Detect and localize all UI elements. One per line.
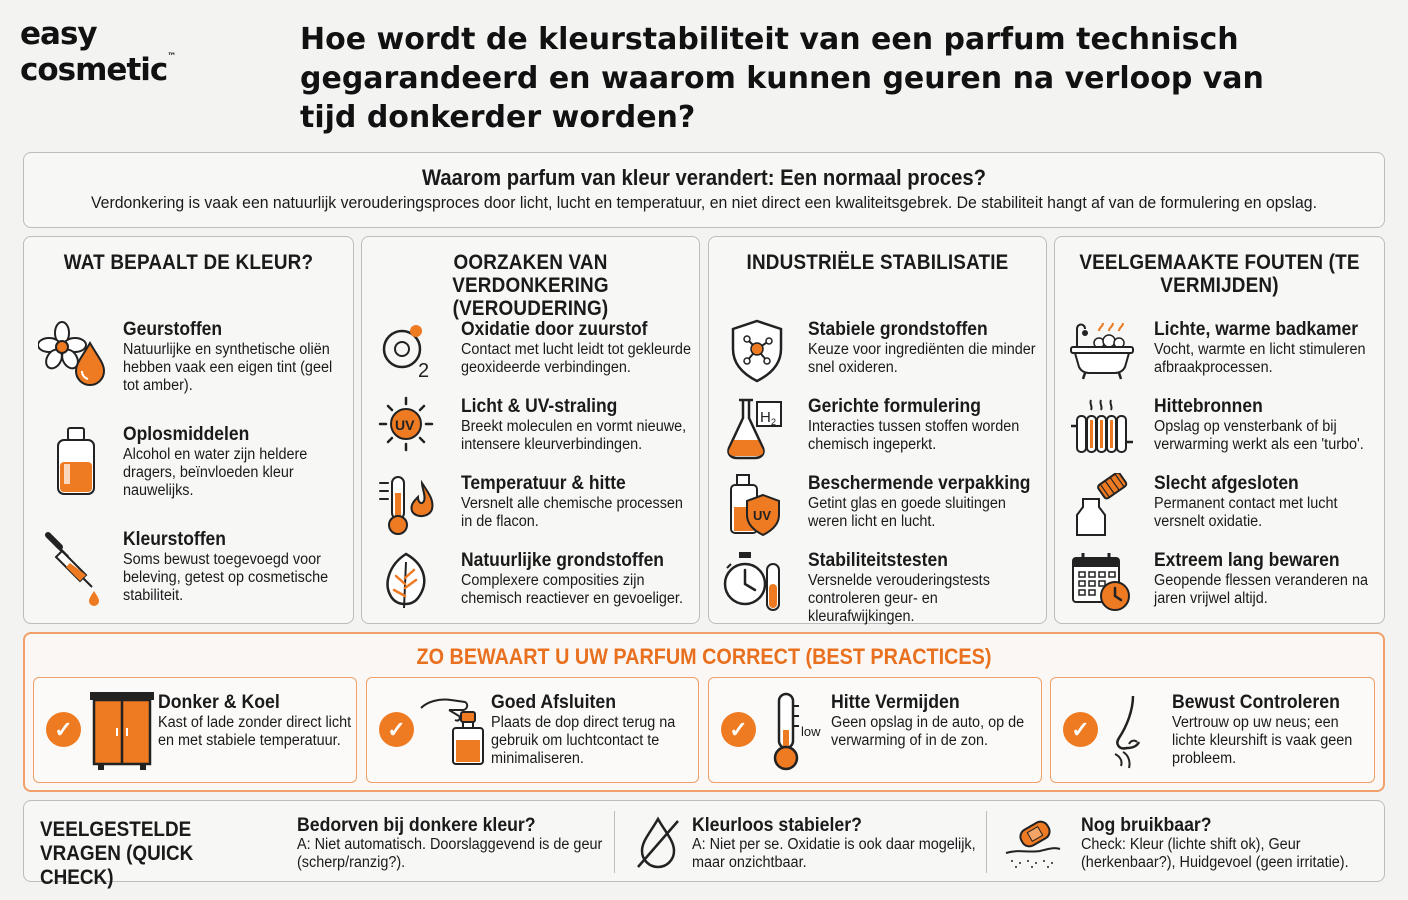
column-common-mistakes bbox=[1054, 236, 1385, 624]
best-practices-heading: ZO BEWAART U UW PARFUM CORRECT (BEST PRACTICES) bbox=[416, 644, 992, 669]
list-item bbox=[362, 396, 699, 476]
item-text: Breekt moleculen en vormt nieuwe, intensere kleurverbindingen. bbox=[461, 418, 687, 453]
faq-question: Bedorven bij donkere kleur? bbox=[297, 815, 536, 836]
thermometer-flame-icon bbox=[376, 473, 444, 541]
nose-icon bbox=[1103, 690, 1175, 772]
item-text: Soms bewust toegevoegd voor beleving, getest op cosmetische stabiliteit. bbox=[123, 551, 329, 604]
item-title: Stabiliteitstesten bbox=[808, 550, 948, 571]
card-title: Donker & Koel bbox=[158, 692, 280, 713]
item-title: Stabiele grondstoffen bbox=[808, 319, 988, 340]
best-practice-card bbox=[366, 677, 699, 783]
check-icon: ✓ bbox=[379, 712, 414, 747]
stopwatch-tube-icon bbox=[723, 550, 791, 618]
list-item bbox=[1055, 319, 1384, 399]
flask-icon bbox=[723, 396, 791, 464]
item-text: Complexere composities zijn chemisch reactiever en gevoeliger. bbox=[461, 572, 683, 607]
item-text: Getint glas en goede sluitingen weren licht en lucht. bbox=[808, 495, 1006, 530]
item-title: Geurstoffen bbox=[123, 319, 223, 340]
cabinet-icon bbox=[86, 690, 158, 772]
column-darkening-causes bbox=[361, 236, 700, 624]
cap-bottle-icon bbox=[419, 690, 491, 772]
logo-line-2: cosmetic bbox=[20, 52, 168, 88]
faq-item bbox=[297, 815, 627, 872]
card-title: Hitte Vermijden bbox=[831, 692, 960, 713]
calendar-clock-icon bbox=[1069, 550, 1137, 618]
list-item bbox=[709, 473, 1046, 553]
card-title: Bewust Controleren bbox=[1172, 692, 1340, 713]
faq-item bbox=[1081, 815, 1376, 872]
divider bbox=[986, 811, 987, 873]
best-practice-card bbox=[1050, 677, 1375, 783]
list-item bbox=[1055, 473, 1384, 553]
check-icon: ✓ bbox=[721, 712, 756, 747]
item-text: Contact met lucht leidt tot gekleurde geoxideerde verbindingen. bbox=[461, 341, 691, 376]
card-text: Plaats de dop direct terug na gebruik om luchtcontact te minimaliseren. bbox=[491, 714, 676, 767]
list-item bbox=[24, 529, 353, 609]
intro-panel bbox=[23, 152, 1385, 228]
svg-text:UV: UV bbox=[753, 508, 772, 523]
item-title: Natuurlijke grondstoffen bbox=[461, 550, 664, 571]
item-title: Slecht afgesloten bbox=[1154, 473, 1299, 494]
bathtub-icon bbox=[1069, 319, 1137, 387]
list-item bbox=[709, 550, 1046, 630]
item-title: Oplosmiddelen bbox=[123, 424, 250, 445]
item-text: Versnelt alle chemische processen in de flacon. bbox=[461, 495, 683, 530]
list-item bbox=[362, 473, 699, 553]
divider bbox=[614, 811, 615, 873]
logo bbox=[20, 16, 190, 88]
page-title: Hoe wordt de kleurstabiliteit van een parfum technisch gegarandeerd en waarom kunnen geuren na verloop van tijd donkerder worden? bbox=[300, 22, 1264, 135]
skin-patch-icon bbox=[1004, 813, 1062, 871]
item-title: Hittebronnen bbox=[1154, 396, 1263, 417]
open-bottle-icon bbox=[1069, 473, 1137, 541]
radiator-icon bbox=[1069, 396, 1137, 464]
item-title: Extreem lang bewaren bbox=[1154, 550, 1340, 571]
item-title: Temperatuur & hitte bbox=[461, 473, 626, 494]
column-heading: OORZAKEN VAN VERDONKERING (VEROUDERING) bbox=[452, 251, 609, 320]
check-icon: ✓ bbox=[46, 712, 81, 747]
card-text: Vertrouw op uw neus; een lichte kleurshift is vaak geen probleem. bbox=[1172, 714, 1353, 767]
svg-text:2: 2 bbox=[418, 360, 430, 382]
intro-heading: Waarom parfum van kleur verandert: Een normaal proces? bbox=[422, 165, 986, 190]
item-title: Beschermende verpakking bbox=[808, 473, 1031, 494]
faq-question: Kleurloos stabieler? bbox=[692, 815, 862, 836]
card-title: Goed Afsluiten bbox=[491, 692, 617, 713]
faq-panel bbox=[23, 800, 1385, 889]
item-text: Opslag op vensterbank of bij verwarming werkt als een 'turbo'. bbox=[1154, 418, 1364, 453]
svg-text:2: 2 bbox=[771, 417, 777, 427]
column-heading: VEELGEMAAKTE FOUTEN (TE VERMIJDEN) bbox=[1079, 251, 1360, 297]
intro-text: Verdonkering is vaak een natuurlijk verouderingsproces door licht, lucht en temperatuur, en niet direct een kwaliteitsgebrek. De stabiliteit hangt af van de formulering en opslag. bbox=[90, 193, 1317, 212]
item-title: Gerichte formulering bbox=[808, 396, 981, 417]
column-industrial-stabilization bbox=[708, 236, 1047, 624]
item-title: Oxidatie door zuurstof bbox=[461, 319, 648, 340]
item-text: Geopende flessen veranderen na jaren vrijwel altijd. bbox=[1154, 572, 1368, 607]
item-text: Keuze voor ingrediënten die minder snel oxideren. bbox=[808, 341, 1036, 376]
dropper-icon bbox=[38, 529, 106, 597]
list-item bbox=[1055, 396, 1384, 476]
list-item bbox=[362, 550, 699, 630]
bottle-icon bbox=[38, 424, 106, 492]
faq-answer: A: Niet per se. Oxidatie is ook daar mogelijk, maar onzichtbaar. bbox=[692, 836, 976, 871]
card-text: Geen opslag in de auto, op de verwarming of in de zon. bbox=[831, 714, 1025, 749]
item-text: Permanent contact met lucht versnelt oxidatie. bbox=[1154, 495, 1338, 530]
item-title: Lichte, warme badkamer bbox=[1154, 319, 1359, 340]
list-item bbox=[709, 396, 1046, 476]
logo-line-1: easy bbox=[20, 16, 97, 52]
svg-text:H: H bbox=[760, 409, 771, 426]
faq-answer: A: Niet automatisch. Doorslaggevend is de geur (scherp/ranzig?). bbox=[297, 836, 603, 871]
item-title: Licht & UV-straling bbox=[461, 396, 618, 417]
faq-heading: VEELGESTELDE VRAGEN (QUICK CHECK) bbox=[40, 818, 194, 889]
item-text: Versnelde verouderingstests controleren geur- en kleurafwijkingen. bbox=[808, 572, 990, 625]
faq-question: Nog bruikbaar? bbox=[1081, 815, 1212, 836]
list-item bbox=[24, 424, 353, 504]
check-icon: ✓ bbox=[1063, 712, 1098, 747]
faq-answer: Check: Kleur (lichte shift ok), Geur (herkenbaar?), Huidgevoel (geen irritatie). bbox=[1081, 836, 1349, 871]
list-item bbox=[1055, 550, 1384, 630]
uv-bottle-icon bbox=[723, 473, 791, 541]
item-text: Interacties tussen stoffen worden chemisch ingeperkt. bbox=[808, 418, 1020, 453]
drop-slash-icon bbox=[630, 813, 688, 871]
shield-molecule-icon bbox=[723, 319, 791, 387]
faq-item bbox=[692, 815, 982, 872]
best-practice-card bbox=[33, 677, 357, 783]
flower-drop-icon bbox=[38, 319, 106, 387]
item-text: Vocht, warmte en licht stimuleren afbraakprocessen. bbox=[1154, 341, 1366, 376]
item-title: Kleurstoffen bbox=[123, 529, 226, 550]
list-item bbox=[24, 319, 353, 399]
column-heading: WAT BEPAALT DE KLEUR? bbox=[63, 251, 314, 274]
svg-text:UV: UV bbox=[395, 417, 415, 433]
column-color-factors bbox=[23, 236, 354, 624]
thermometer-low-icon bbox=[761, 690, 833, 772]
oxygen-icon bbox=[376, 319, 444, 387]
item-text: Natuurlijke en synthetische oliën hebben vaak een eigen tint (geel tot amber). bbox=[123, 341, 333, 394]
logo-trademark: ™ bbox=[167, 52, 176, 62]
uv-sun-icon bbox=[376, 396, 444, 464]
leaf-icon bbox=[376, 550, 444, 618]
item-text: Alcohol en water zijn heldere dragers, beïnvloeden kleur nauwelijks. bbox=[123, 446, 308, 499]
list-item bbox=[709, 319, 1046, 399]
low-label: low bbox=[801, 724, 821, 739]
column-heading: INDUSTRIËLE STABILISATIE bbox=[746, 251, 1009, 274]
card-text: Kast of lade zonder direct licht en met stabiele temperatuur. bbox=[158, 714, 352, 749]
list-item bbox=[362, 319, 699, 399]
best-practice-card bbox=[708, 677, 1042, 783]
